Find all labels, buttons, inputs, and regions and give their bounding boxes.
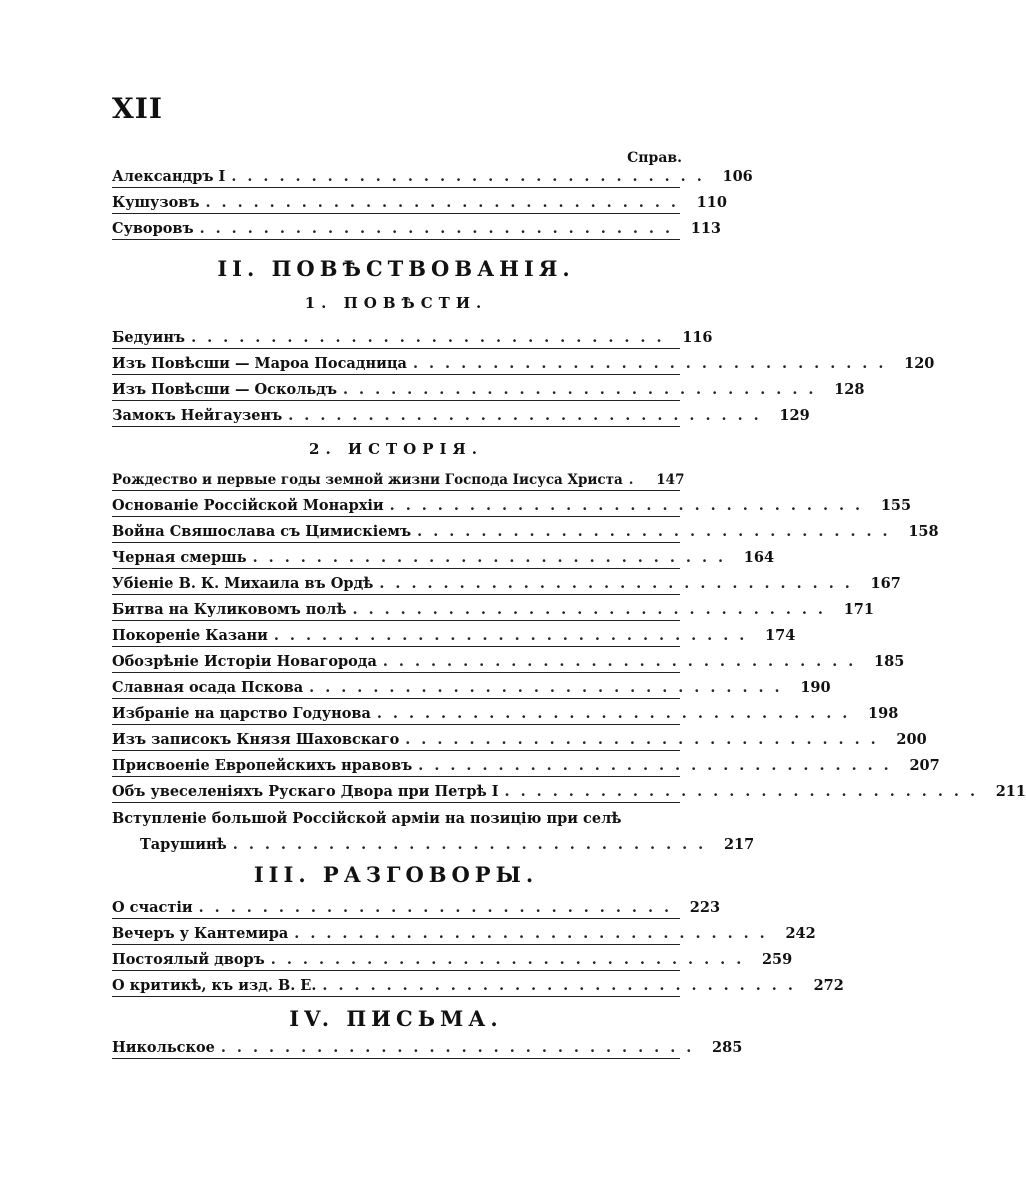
dot-leader: .............................. bbox=[294, 925, 776, 942]
entry-title: Избраніе на царство Годунова bbox=[112, 705, 371, 722]
entry-page: 164 bbox=[743, 549, 775, 566]
toc-entry[interactable] bbox=[112, 973, 844, 997]
dot-leader: .............................. bbox=[309, 679, 791, 696]
dot-leader: .............................. bbox=[270, 951, 753, 968]
dot-leader: .............................. bbox=[288, 407, 770, 424]
toc-entry[interactable] bbox=[112, 779, 1026, 803]
entry-title: Бедуинъ bbox=[112, 329, 186, 346]
toc-entry[interactable] bbox=[112, 921, 816, 945]
toc-entry[interactable] bbox=[112, 675, 831, 699]
dot-leader: .............................. bbox=[252, 549, 735, 566]
page-column-header: Справ. bbox=[627, 150, 682, 166]
entry-page: 116 bbox=[682, 329, 713, 346]
dot-leader: .............................. bbox=[379, 575, 861, 592]
entry-page: 106 bbox=[722, 168, 753, 185]
entry-page: 158 bbox=[908, 523, 939, 540]
entry-page: 110 bbox=[696, 194, 727, 211]
entry-title: Покореніе Казани bbox=[112, 627, 268, 644]
dot-leader: . bbox=[628, 472, 645, 488]
entry-title: Постоялый дворъ bbox=[112, 951, 265, 968]
toc-entry[interactable] bbox=[112, 164, 753, 188]
dot-leader: .............................. bbox=[412, 355, 895, 372]
entry-title: Обозрѣніе Исторіи Новагорода bbox=[112, 653, 377, 670]
toc-entry[interactable] bbox=[112, 377, 865, 401]
dot-leader: .............................. bbox=[205, 194, 687, 211]
entry-title: Изъ Повѣсши — Оскольдъ bbox=[112, 381, 337, 398]
toc-entry[interactable] bbox=[112, 545, 775, 569]
toc-entry[interactable] bbox=[112, 403, 810, 427]
dot-leader: .............................. bbox=[376, 705, 859, 722]
subsection-heading: 1. ПОВѢСТИ. bbox=[304, 294, 488, 312]
toc-entry[interactable] bbox=[112, 597, 874, 621]
dot-leader: .............................. bbox=[352, 601, 834, 618]
dot-leader: .............................. bbox=[342, 381, 825, 398]
entry-title: Война Свяшослава съ Цимискіемъ bbox=[112, 523, 412, 540]
dot-leader: .............................. bbox=[322, 977, 804, 994]
entry-page: 171 bbox=[843, 601, 874, 618]
entry-title: Славная осада Пскова bbox=[112, 679, 304, 696]
entry-page: 285 bbox=[712, 1039, 743, 1056]
entry-title: Основаніе Россійской Монархіи bbox=[112, 497, 384, 514]
entry-page: 155 bbox=[880, 497, 912, 514]
entry-page: 147 bbox=[656, 472, 685, 488]
toc-entry[interactable] bbox=[112, 351, 935, 375]
toc-entry[interactable] bbox=[112, 325, 713, 349]
entry-page: 113 bbox=[690, 220, 722, 237]
toc-entry[interactable] bbox=[112, 701, 899, 725]
toc-entry[interactable] bbox=[112, 727, 927, 751]
entry-title: Черная смершь bbox=[112, 549, 247, 566]
entry-page: 200 bbox=[896, 731, 927, 748]
entry-page: 129 bbox=[779, 407, 810, 424]
dot-leader: .............................. bbox=[232, 836, 715, 853]
toc-entry[interactable] bbox=[112, 571, 901, 595]
dot-leader: .............................. bbox=[231, 168, 713, 185]
dot-leader: .............................. bbox=[389, 497, 872, 514]
entry-page: 211 bbox=[995, 783, 1026, 800]
toc-entry[interactable] bbox=[112, 623, 796, 647]
subsection-heading: 2. ИСТОРІЯ. bbox=[309, 440, 483, 458]
entry-page: 120 bbox=[904, 355, 935, 372]
dot-leader: .............................. bbox=[220, 1039, 703, 1056]
dot-leader: .............................. bbox=[273, 627, 756, 644]
dot-leader: .............................. bbox=[198, 899, 681, 916]
entry-title: Битва на Куликовомъ полѣ bbox=[112, 601, 347, 618]
entry-title: Тарушинѣ bbox=[140, 836, 227, 853]
section-heading: III. РАЗГОВОРЫ. bbox=[253, 862, 539, 887]
toc-entry[interactable] bbox=[112, 216, 722, 240]
entry-page: 128 bbox=[834, 381, 865, 398]
entry-title: О критикѣ, къ изд. В. Е. bbox=[112, 977, 317, 994]
entry-page: 217 bbox=[723, 836, 755, 853]
entry-title: Кушузовъ bbox=[112, 194, 200, 211]
entry-page: 223 bbox=[689, 899, 721, 916]
dot-leader: .............................. bbox=[382, 653, 865, 670]
entry-title: Рождество и первые годы земной жизни Господа Іисуса Христа bbox=[112, 472, 623, 488]
entry-title: Вступленіе большой Россійской арміи на позицію при селѣ bbox=[112, 810, 622, 827]
entry-title: О счастіи bbox=[112, 899, 193, 916]
toc-entry[interactable] bbox=[112, 493, 912, 517]
entry-page: 198 bbox=[868, 705, 899, 722]
entry-page: 207 bbox=[909, 757, 940, 774]
toc-entry[interactable] bbox=[112, 467, 685, 491]
entry-page: 167 bbox=[870, 575, 901, 592]
section-heading: IV. ПИСЬМА. bbox=[289, 1006, 503, 1031]
entry-title: Вечеръ у Кантемира bbox=[112, 925, 289, 942]
toc-entry[interactable] bbox=[112, 947, 793, 971]
toc-entry[interactable] bbox=[112, 649, 905, 673]
entry-title: Суворовъ bbox=[112, 220, 194, 237]
entry-title: Убіеніе В. К. Михаила въ Ордѣ bbox=[112, 575, 374, 592]
toc-entry[interactable] bbox=[112, 753, 940, 777]
page-number: XII bbox=[112, 92, 163, 125]
toc-entry[interactable] bbox=[112, 519, 939, 543]
entry-title: Никольское bbox=[112, 1039, 215, 1056]
toc-entry[interactable] bbox=[112, 190, 727, 214]
entry-page: 190 bbox=[800, 679, 831, 696]
section-heading: II. ПОВѢСТВОВАНІЯ. bbox=[217, 256, 575, 281]
entry-title: Объ увеселеніяхъ Рускаго Двора при Петрѣ I bbox=[112, 783, 499, 800]
dot-leader: .............................. bbox=[417, 523, 899, 540]
toc-entry-first-line[interactable] bbox=[112, 805, 680, 829]
entry-page: 185 bbox=[874, 653, 905, 670]
dot-leader: .............................. bbox=[504, 783, 986, 800]
entry-page: 242 bbox=[785, 925, 816, 942]
dot-leader: .............................. bbox=[199, 220, 682, 237]
dot-leader: .............................. bbox=[191, 329, 673, 346]
dot-leader: .............................. bbox=[418, 757, 900, 774]
entry-page: 272 bbox=[813, 977, 844, 994]
toc-entry[interactable] bbox=[112, 895, 721, 919]
entry-title: Замокъ Нейгаузенъ bbox=[112, 407, 283, 424]
entry-title: Изъ Повѣсши — Мароа Посадница bbox=[112, 355, 407, 372]
entry-page: 174 bbox=[765, 627, 796, 644]
entry-title: Присвоеніе Европейскихъ нравовъ bbox=[112, 757, 413, 774]
entry-page: 259 bbox=[761, 951, 793, 968]
toc-entry[interactable] bbox=[112, 1035, 743, 1059]
toc-entry-continuation[interactable] bbox=[112, 831, 755, 855]
dot-leader: .............................. bbox=[405, 731, 887, 748]
entry-title: Александръ I bbox=[112, 168, 226, 185]
entry-title: Изъ записокъ Князя Шаховскаго bbox=[112, 731, 400, 748]
